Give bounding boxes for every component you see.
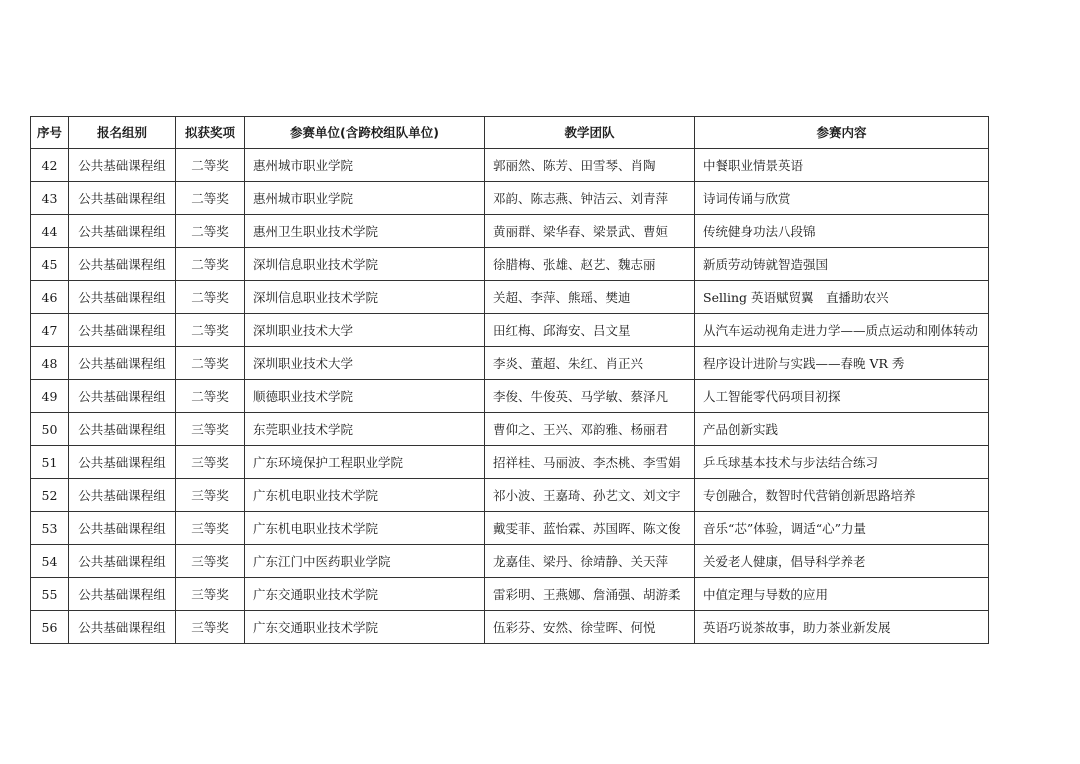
row-unit: 深圳职业技术大学	[245, 314, 485, 347]
row-unit: 广东机电职业技术学院	[245, 479, 485, 512]
table-header-row	[31, 117, 989, 149]
row-index: 44	[31, 215, 69, 248]
row-team: 郭丽然、陈芳、田雪琴、肖陶	[485, 149, 695, 182]
table-row	[31, 314, 989, 347]
row-content: 人工智能零代码项目初探	[695, 380, 989, 413]
table-body	[31, 149, 989, 644]
table-row	[31, 446, 989, 479]
awards-sheet	[30, 116, 988, 644]
row-content: Selling 英语赋贸翼 直播助农兴	[695, 281, 989, 314]
row-unit: 广东机电职业技术学院	[245, 512, 485, 545]
row-team: 田红梅、邱海安、吕文星	[485, 314, 695, 347]
row-index: 45	[31, 248, 69, 281]
header-award: 拟获奖项	[176, 117, 245, 149]
row-group: 公共基础课程组	[69, 248, 176, 281]
row-unit: 广东江门中医药职业学院	[245, 545, 485, 578]
row-index: 47	[31, 314, 69, 347]
row-group: 公共基础课程组	[69, 512, 176, 545]
row-group: 公共基础课程组	[69, 215, 176, 248]
row-group: 公共基础课程组	[69, 413, 176, 446]
row-team: 李俊、牛俊英、马学敏、蔡泽凡	[485, 380, 695, 413]
row-award: 三等奖	[176, 578, 245, 611]
row-content: 乒乓球基本技术与步法结合练习	[695, 446, 989, 479]
row-award: 三等奖	[176, 413, 245, 446]
header-content: 参赛内容	[695, 117, 989, 149]
row-group: 公共基础课程组	[69, 149, 176, 182]
row-award: 二等奖	[176, 248, 245, 281]
row-team: 邓韵、陈志燕、钟洁云、刘青萍	[485, 182, 695, 215]
row-team: 龙嘉佳、梁丹、徐靖静、关天萍	[485, 545, 695, 578]
table-row	[31, 281, 989, 314]
row-group: 公共基础课程组	[69, 578, 176, 611]
row-award: 二等奖	[176, 149, 245, 182]
awards-table	[30, 116, 989, 644]
row-unit: 深圳信息职业技术学院	[245, 248, 485, 281]
row-content: 音乐“芯”体验，调适“心”力量	[695, 512, 989, 545]
row-index: 54	[31, 545, 69, 578]
row-content: 程序设计进阶与实践——春晚 VR 秀	[695, 347, 989, 380]
row-index: 53	[31, 512, 69, 545]
row-index: 52	[31, 479, 69, 512]
table-row	[31, 380, 989, 413]
row-team: 招祥桂、马丽波、李杰桃、李雪娟	[485, 446, 695, 479]
row-unit: 广东交通职业技术学院	[245, 578, 485, 611]
table-row	[31, 413, 989, 446]
row-award: 三等奖	[176, 512, 245, 545]
row-team: 李炎、董超、朱红、肖正兴	[485, 347, 695, 380]
row-award: 二等奖	[176, 281, 245, 314]
row-content: 诗词传诵与欣赏	[695, 182, 989, 215]
table-row	[31, 149, 989, 182]
row-team: 戴雯菲、蓝怡霖、苏国晖、陈文俊	[485, 512, 695, 545]
row-team: 徐腊梅、张雄、赵艺、魏志丽	[485, 248, 695, 281]
row-index: 51	[31, 446, 69, 479]
row-index: 43	[31, 182, 69, 215]
row-group: 公共基础课程组	[69, 545, 176, 578]
row-award: 三等奖	[176, 611, 245, 644]
row-index: 42	[31, 149, 69, 182]
table-row	[31, 578, 989, 611]
row-award: 二等奖	[176, 347, 245, 380]
header-unit: 参赛单位(含跨校组队单位)	[245, 117, 485, 149]
row-unit: 惠州城市职业学院	[245, 182, 485, 215]
row-content: 从汽车运动视角走进力学——质点运动和刚体转动	[695, 314, 989, 347]
row-team: 关超、李萍、熊瑶、樊迪	[485, 281, 695, 314]
header-index: 序号	[31, 117, 69, 149]
row-award: 三等奖	[176, 446, 245, 479]
row-index: 56	[31, 611, 69, 644]
row-group: 公共基础课程组	[69, 182, 176, 215]
row-content: 英语巧说茶故事，助力茶业新发展	[695, 611, 989, 644]
row-award: 二等奖	[176, 215, 245, 248]
table-row	[31, 347, 989, 380]
row-group: 公共基础课程组	[69, 281, 176, 314]
row-unit: 广东环境保护工程职业学院	[245, 446, 485, 479]
row-index: 48	[31, 347, 69, 380]
row-index: 50	[31, 413, 69, 446]
table-row	[31, 479, 989, 512]
row-group: 公共基础课程组	[69, 446, 176, 479]
row-unit: 深圳信息职业技术学院	[245, 281, 485, 314]
row-team: 曹仰之、王兴、邓韵雅、杨丽君	[485, 413, 695, 446]
table-row	[31, 182, 989, 215]
table-row	[31, 248, 989, 281]
row-index: 49	[31, 380, 69, 413]
header-group: 报名组别	[69, 117, 176, 149]
row-unit: 惠州城市职业学院	[245, 149, 485, 182]
table-row	[31, 545, 989, 578]
row-index: 46	[31, 281, 69, 314]
row-content: 专创融合，数智时代营销创新思路培养	[695, 479, 989, 512]
row-unit: 东莞职业技术学院	[245, 413, 485, 446]
row-index: 55	[31, 578, 69, 611]
row-group: 公共基础课程组	[69, 347, 176, 380]
row-content: 新质劳动铸就智造强国	[695, 248, 989, 281]
row-award: 二等奖	[176, 380, 245, 413]
row-unit: 顺德职业技术学院	[245, 380, 485, 413]
row-unit: 惠州卫生职业技术学院	[245, 215, 485, 248]
row-team: 雷彩明、王燕娜、詹涌强、胡游柔	[485, 578, 695, 611]
row-group: 公共基础课程组	[69, 479, 176, 512]
row-award: 二等奖	[176, 182, 245, 215]
row-unit: 深圳职业技术大学	[245, 347, 485, 380]
row-award: 三等奖	[176, 479, 245, 512]
row-team: 伍彩芬、安然、徐莹晖、何悦	[485, 611, 695, 644]
row-content: 中值定理与导数的应用	[695, 578, 989, 611]
header-team: 教学团队	[485, 117, 695, 149]
row-unit: 广东交通职业技术学院	[245, 611, 485, 644]
row-team: 黄丽群、梁华春、梁景武、曹姮	[485, 215, 695, 248]
row-award: 三等奖	[176, 545, 245, 578]
row-content: 关爱老人健康，倡导科学养老	[695, 545, 989, 578]
row-group: 公共基础课程组	[69, 380, 176, 413]
row-content: 中餐职业情景英语	[695, 149, 989, 182]
row-content: 传统健身功法八段锦	[695, 215, 989, 248]
table-row	[31, 512, 989, 545]
row-group: 公共基础课程组	[69, 314, 176, 347]
row-group: 公共基础课程组	[69, 611, 176, 644]
table-row	[31, 215, 989, 248]
table-row	[31, 611, 989, 644]
row-team: 祁小波、王嘉琦、孙艺文、刘文宇	[485, 479, 695, 512]
row-content: 产品创新实践	[695, 413, 989, 446]
row-award: 二等奖	[176, 314, 245, 347]
